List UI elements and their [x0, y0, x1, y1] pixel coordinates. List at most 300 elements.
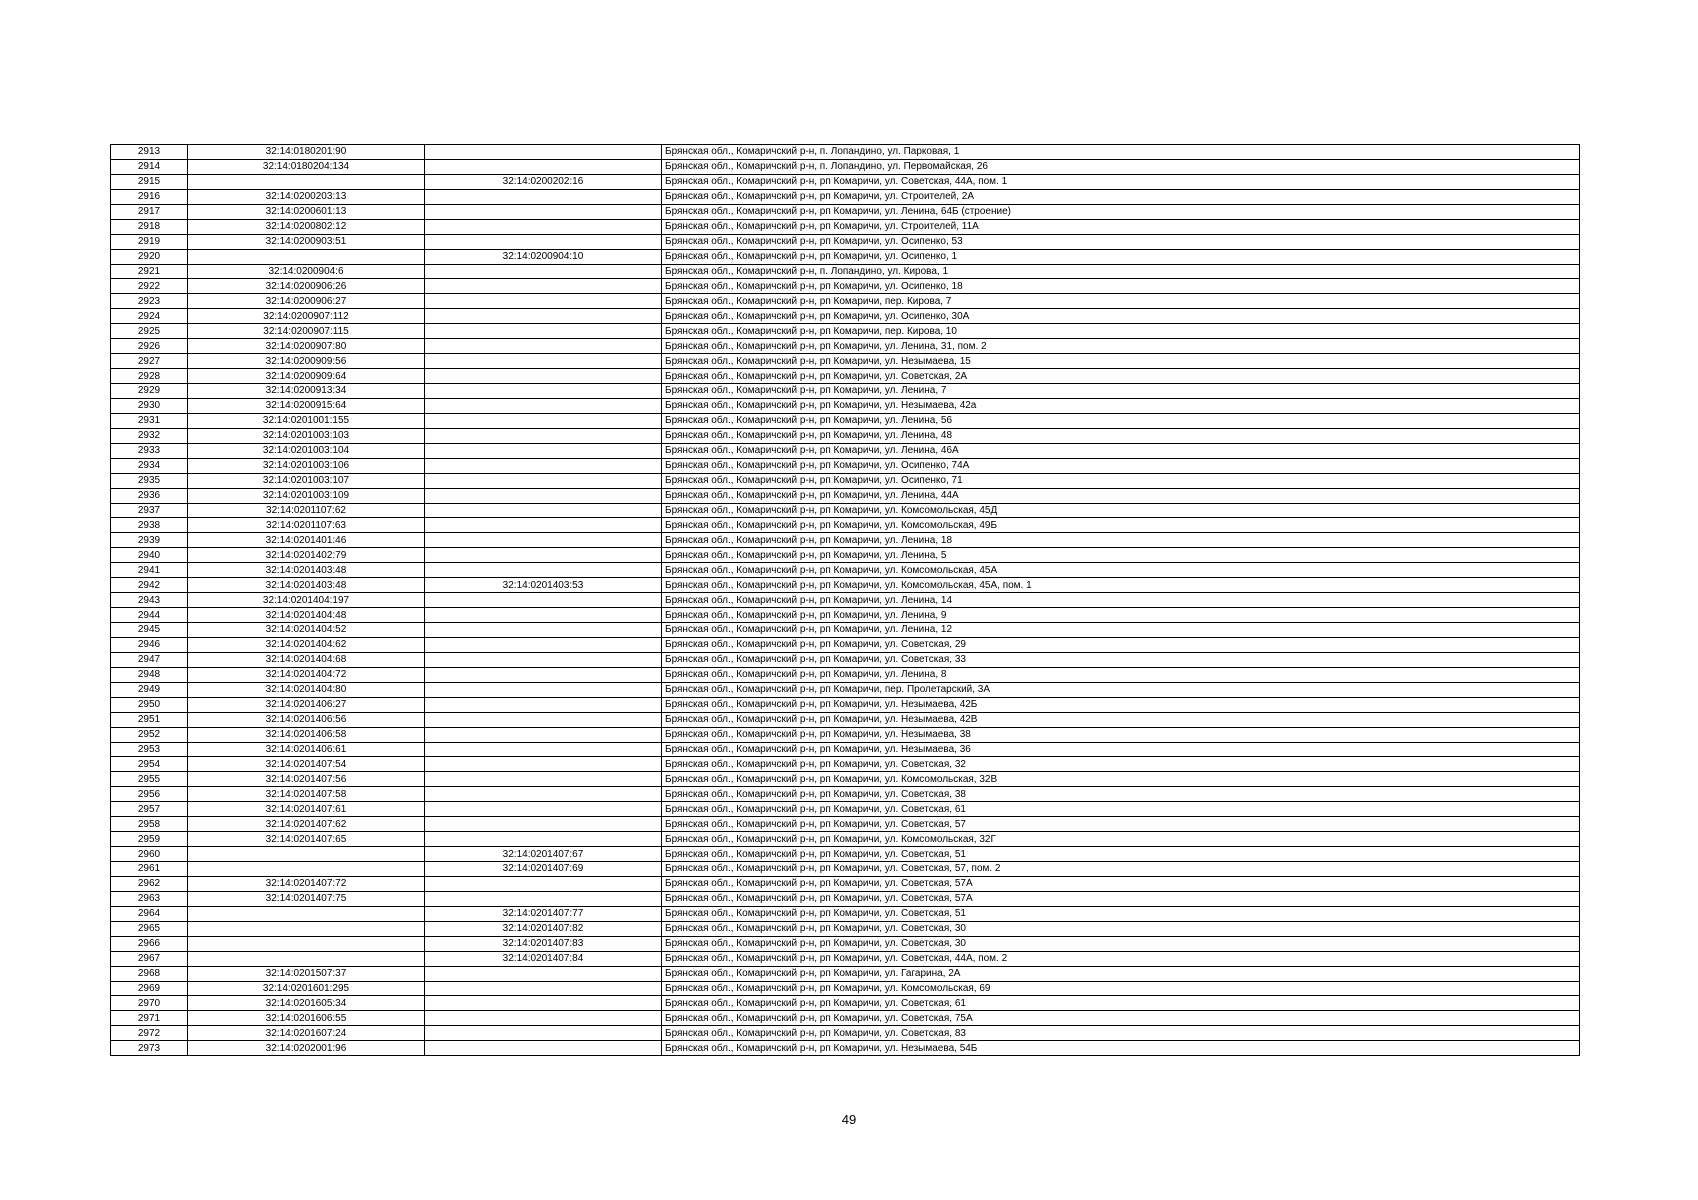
- address-cell: Брянская обл., Комаричский р-н, рп Комаричи, ул. Незымаева, 42Б: [662, 697, 1580, 712]
- row-number-cell: 2927: [111, 354, 188, 369]
- row-number-cell: 2970: [111, 996, 188, 1011]
- cadastral-number-cell: 32:14:0200913:34: [188, 384, 425, 399]
- cadastral-number-cell: 32:14:0201404:197: [188, 593, 425, 608]
- cadastral-number-cell: 32:14:0201406:56: [188, 712, 425, 727]
- address-cell: Брянская обл., Комаричский р-н, рп Комаричи, пер. Кирова, 7: [662, 294, 1580, 309]
- table-row: [111, 384, 1580, 399]
- row-number-cell: 2943: [111, 593, 188, 608]
- table-row: [111, 652, 1580, 667]
- table-row: [111, 1011, 1580, 1026]
- cadastral-number-cell: 32:14:0201107:63: [188, 518, 425, 533]
- table-row: [111, 697, 1580, 712]
- table-row: [111, 921, 1580, 936]
- row-number-cell: 2949: [111, 682, 188, 697]
- address-cell: Брянская обл., Комаричский р-н, рп Комаричи, ул. Осипенко, 71: [662, 473, 1580, 488]
- table-row: [111, 847, 1580, 862]
- premises-cadastral-number-cell: [425, 324, 662, 339]
- cadastral-number-cell: 32:14:0180201:90: [188, 145, 425, 160]
- premises-cadastral-number-cell: [425, 309, 662, 324]
- address-cell: Брянская обл., Комаричский р-н, рп Комаричи, ул. Ленина, 8: [662, 667, 1580, 682]
- row-number-cell: 2915: [111, 174, 188, 189]
- premises-cadastral-number-cell: [425, 413, 662, 428]
- row-number-cell: 2946: [111, 637, 188, 652]
- row-number-cell: 2940: [111, 548, 188, 563]
- row-number-cell: 2950: [111, 697, 188, 712]
- cadastral-number-cell: 32:14:0201404:80: [188, 682, 425, 697]
- cadastral-number-cell: 32:14:0201003:103: [188, 428, 425, 443]
- cadastral-number-cell: 32:14:0201404:52: [188, 623, 425, 638]
- address-cell: Брянская обл., Комаричский р-н, рп Комаричи, ул. Советская, 33: [662, 652, 1580, 667]
- cadastral-number-cell: 32:14:0201003:109: [188, 488, 425, 503]
- cadastral-number-cell: 32:14:0201407:72: [188, 876, 425, 891]
- row-number-cell: 2957: [111, 802, 188, 817]
- row-number-cell: 2924: [111, 309, 188, 324]
- row-number-cell: 2932: [111, 428, 188, 443]
- row-number-cell: 2925: [111, 324, 188, 339]
- row-number-cell: 2938: [111, 518, 188, 533]
- cadastral-number-cell: 32:14:0201107:62: [188, 503, 425, 518]
- premises-cadastral-number-cell: [425, 548, 662, 563]
- table-row: [111, 757, 1580, 772]
- premises-cadastral-number-cell: [425, 832, 662, 847]
- table-row: [111, 563, 1580, 578]
- row-number-cell: 2922: [111, 279, 188, 294]
- table-row: [111, 981, 1580, 996]
- row-number-cell: 2944: [111, 608, 188, 623]
- property-table-body: [111, 145, 1580, 1056]
- cadastral-number-cell: 32:14:0200915:64: [188, 398, 425, 413]
- table-row: [111, 548, 1580, 563]
- address-cell: Брянская обл., Комаричский р-н, рп Комаричи, ул. Незымаева, 15: [662, 354, 1580, 369]
- cadastral-number-cell: 32:14:0201606:55: [188, 1011, 425, 1026]
- table-row: [111, 339, 1580, 354]
- premises-cadastral-number-cell: [425, 294, 662, 309]
- table-row: [111, 712, 1580, 727]
- cadastral-number-cell: 32:14:0201407:61: [188, 802, 425, 817]
- row-number-cell: 2964: [111, 906, 188, 921]
- address-cell: Брянская обл., Комаричский р-н, п. Лопандино, ул. Первомайская, 26: [662, 159, 1580, 174]
- row-number-cell: 2923: [111, 294, 188, 309]
- table-row: [111, 279, 1580, 294]
- cadastral-number-cell: 32:14:0201407:56: [188, 772, 425, 787]
- table-row: [111, 234, 1580, 249]
- row-number-cell: 2945: [111, 623, 188, 638]
- row-number-cell: 2936: [111, 488, 188, 503]
- row-number-cell: 2942: [111, 578, 188, 593]
- premises-cadastral-number-cell: [425, 802, 662, 817]
- cadastral-number-cell: 32:14:0200906:26: [188, 279, 425, 294]
- table-row: [111, 533, 1580, 548]
- address-cell: Брянская обл., Комаричский р-н, рп Комаричи, ул. Ленина, 7: [662, 384, 1580, 399]
- address-cell: Брянская обл., Комаричский р-н, рп Комаричи, пер. Кирова, 10: [662, 324, 1580, 339]
- row-number-cell: 2929: [111, 384, 188, 399]
- cadastral-number-cell: 32:14:0201404:62: [188, 637, 425, 652]
- cadastral-number-cell: 32:14:0201001:155: [188, 413, 425, 428]
- cadastral-number-cell: 32:14:0201406:27: [188, 697, 425, 712]
- table-row: [111, 189, 1580, 204]
- row-number-cell: 2930: [111, 398, 188, 413]
- cadastral-number-cell: 32:14:0201407:75: [188, 891, 425, 906]
- table-row: [111, 219, 1580, 234]
- row-number-cell: 2916: [111, 189, 188, 204]
- premises-cadastral-number-cell: 32:14:0200202:16: [425, 174, 662, 189]
- table-row: [111, 354, 1580, 369]
- cadastral-number-cell: [188, 249, 425, 264]
- cadastral-number-cell: 32:14:0180204:134: [188, 159, 425, 174]
- premises-cadastral-number-cell: [425, 712, 662, 727]
- premises-cadastral-number-cell: [425, 264, 662, 279]
- cadastral-number-cell: 32:14:0200601:13: [188, 204, 425, 219]
- row-number-cell: 2961: [111, 862, 188, 877]
- premises-cadastral-number-cell: [425, 891, 662, 906]
- table-row: [111, 145, 1580, 160]
- premises-cadastral-number-cell: [425, 488, 662, 503]
- cadastral-number-cell: 32:14:0201406:58: [188, 727, 425, 742]
- premises-cadastral-number-cell: [425, 593, 662, 608]
- premises-cadastral-number-cell: [425, 682, 662, 697]
- cadastral-number-cell: 32:14:0201407:54: [188, 757, 425, 772]
- address-cell: Брянская обл., Комаричский р-н, рп Комаричи, пер. Пролетарский, 3А: [662, 682, 1580, 697]
- table-row: [111, 1041, 1580, 1056]
- cadastral-number-cell: 32:14:0201404:68: [188, 652, 425, 667]
- row-number-cell: 2967: [111, 951, 188, 966]
- row-number-cell: 2913: [111, 145, 188, 160]
- premises-cadastral-number-cell: [425, 757, 662, 772]
- cadastral-number-cell: 32:14:0201402:79: [188, 548, 425, 563]
- premises-cadastral-number-cell: [425, 966, 662, 981]
- address-cell: Брянская обл., Комаричский р-н, рп Комаричи, ул. Комсомольская, 32Г: [662, 832, 1580, 847]
- address-cell: Брянская обл., Комаричский р-н, рп Комаричи, ул. Ленина, 18: [662, 533, 1580, 548]
- cadastral-number-cell: 32:14:0201407:65: [188, 832, 425, 847]
- cadastral-number-cell: 32:14:0201406:61: [188, 742, 425, 757]
- table-row: [111, 309, 1580, 324]
- address-cell: Брянская обл., Комаричский р-н, рп Комаричи, ул. Осипенко, 18: [662, 279, 1580, 294]
- premises-cadastral-number-cell: [425, 981, 662, 996]
- cadastral-number-cell: 32:14:0201404:48: [188, 608, 425, 623]
- address-cell: Брянская обл., Комаричский р-н, рп Комаричи, ул. Осипенко, 53: [662, 234, 1580, 249]
- table-row: [111, 906, 1580, 921]
- address-cell: Брянская обл., Комаричский р-н, рп Комаричи, ул. Советская, 30: [662, 921, 1580, 936]
- cadastral-number-cell: 32:14:0200909:56: [188, 354, 425, 369]
- row-number-cell: 2965: [111, 921, 188, 936]
- cadastral-number-cell: 32:14:0201607:24: [188, 1026, 425, 1041]
- premises-cadastral-number-cell: [425, 518, 662, 533]
- row-number-cell: 2931: [111, 413, 188, 428]
- premises-cadastral-number-cell: 32:14:0201407:82: [425, 921, 662, 936]
- premises-cadastral-number-cell: [425, 219, 662, 234]
- row-number-cell: 2955: [111, 772, 188, 787]
- row-number-cell: 2966: [111, 936, 188, 951]
- premises-cadastral-number-cell: [425, 1041, 662, 1056]
- address-cell: Брянская обл., Комаричский р-н, п. Лопандино, ул. Кирова, 1: [662, 264, 1580, 279]
- address-cell: Брянская обл., Комаричский р-н, рп Комаричи, ул. Незымаева, 42а: [662, 398, 1580, 413]
- table-row: [111, 682, 1580, 697]
- row-number-cell: 2937: [111, 503, 188, 518]
- table-row: [111, 488, 1580, 503]
- address-cell: Брянская обл., Комаричский р-н, рп Комаричи, ул. Советская, 57А: [662, 891, 1580, 906]
- address-cell: Брянская обл., Комаричский р-н, рп Комаричи, ул. Комсомольская, 49Б: [662, 518, 1580, 533]
- table-row: [111, 742, 1580, 757]
- row-number-cell: 2953: [111, 742, 188, 757]
- premises-cadastral-number-cell: [425, 996, 662, 1011]
- premises-cadastral-number-cell: [425, 503, 662, 518]
- premises-cadastral-number-cell: 32:14:0201407:77: [425, 906, 662, 921]
- address-cell: Брянская обл., Комаричский р-н, рп Комаричи, ул. Комсомольская, 32В: [662, 772, 1580, 787]
- table-row: [111, 503, 1580, 518]
- premises-cadastral-number-cell: [425, 772, 662, 787]
- property-table-wrapper: [110, 144, 1580, 1056]
- address-cell: Брянская обл., Комаричский р-н, рп Комаричи, ул. Советская, 61: [662, 996, 1580, 1011]
- table-row: [111, 862, 1580, 877]
- row-number-cell: 2914: [111, 159, 188, 174]
- address-cell: Брянская обл., Комаричский р-н, рп Комаричи, ул. Советская, 61: [662, 802, 1580, 817]
- address-cell: Брянская обл., Комаричский р-н, рп Комаричи, ул. Советская, 75А: [662, 1011, 1580, 1026]
- table-row: [111, 623, 1580, 638]
- cadastral-number-cell: 32:14:0200909:64: [188, 369, 425, 384]
- row-number-cell: 2952: [111, 727, 188, 742]
- row-number-cell: 2969: [111, 981, 188, 996]
- premises-cadastral-number-cell: [425, 563, 662, 578]
- table-row: [111, 578, 1580, 593]
- premises-cadastral-number-cell: [425, 458, 662, 473]
- row-number-cell: 2933: [111, 443, 188, 458]
- premises-cadastral-number-cell: [425, 443, 662, 458]
- cadastral-number-cell: 32:14:0200906:27: [188, 294, 425, 309]
- premises-cadastral-number-cell: [425, 384, 662, 399]
- address-cell: Брянская обл., Комаричский р-н, рп Комаричи, ул. Советская, 57А: [662, 876, 1580, 891]
- page-number: 49: [841, 1112, 857, 1127]
- table-row: [111, 667, 1580, 682]
- cadastral-number-cell: 32:14:0201507:37: [188, 966, 425, 981]
- premises-cadastral-number-cell: [425, 204, 662, 219]
- cadastral-number-cell: 32:14:0201003:104: [188, 443, 425, 458]
- cadastral-number-cell: [188, 174, 425, 189]
- premises-cadastral-number-cell: 32:14:0201407:83: [425, 936, 662, 951]
- table-row: [111, 174, 1580, 189]
- table-row: [111, 249, 1580, 264]
- address-cell: Брянская обл., Комаричский р-н, рп Комаричи, ул. Ленина, 5: [662, 548, 1580, 563]
- address-cell: Брянская обл., Комаричский р-н, рп Комаричи, ул. Ленина, 14: [662, 593, 1580, 608]
- premises-cadastral-number-cell: 32:14:0200904:10: [425, 249, 662, 264]
- row-number-cell: 2958: [111, 817, 188, 832]
- row-number-cell: 2972: [111, 1026, 188, 1041]
- row-number-cell: 2960: [111, 847, 188, 862]
- address-cell: Брянская обл., Комаричский р-н, рп Комаричи, ул. Комсомольская, 69: [662, 981, 1580, 996]
- premises-cadastral-number-cell: [425, 623, 662, 638]
- address-cell: Брянская обл., Комаричский р-н, рп Комаричи, ул. Ленина, 46А: [662, 443, 1580, 458]
- table-row: [111, 802, 1580, 817]
- cadastral-number-cell: [188, 936, 425, 951]
- row-number-cell: 2948: [111, 667, 188, 682]
- table-row: [111, 593, 1580, 608]
- cadastral-number-cell: 32:14:0202001:96: [188, 1041, 425, 1056]
- premises-cadastral-number-cell: [425, 787, 662, 802]
- table-row: [111, 787, 1580, 802]
- premises-cadastral-number-cell: [425, 428, 662, 443]
- table-row: [111, 966, 1580, 981]
- row-number-cell: 2926: [111, 339, 188, 354]
- address-cell: Брянская обл., Комаричский р-н, рп Комаричи, ул. Комсомольская, 45Д: [662, 503, 1580, 518]
- address-cell: Брянская обл., Комаричский р-н, рп Комаричи, ул. Осипенко, 30А: [662, 309, 1580, 324]
- table-row: [111, 936, 1580, 951]
- table-row: [111, 518, 1580, 533]
- premises-cadastral-number-cell: [425, 145, 662, 160]
- address-cell: Брянская обл., Комаричский р-н, рп Комаричи, ул. Незымаева, 54Б: [662, 1041, 1580, 1056]
- cadastral-number-cell: 32:14:0201401:46: [188, 533, 425, 548]
- cadastral-number-cell: 32:14:0201003:106: [188, 458, 425, 473]
- row-number-cell: 2935: [111, 473, 188, 488]
- premises-cadastral-number-cell: [425, 876, 662, 891]
- cadastral-number-cell: 32:14:0200904:6: [188, 264, 425, 279]
- cadastral-number-cell: 32:14:0200802:12: [188, 219, 425, 234]
- row-number-cell: 2956: [111, 787, 188, 802]
- address-cell: Брянская обл., Комаричский р-н, рп Комаричи, ул. Ленина, 12: [662, 623, 1580, 638]
- row-number-cell: 2928: [111, 369, 188, 384]
- premises-cadastral-number-cell: [425, 354, 662, 369]
- row-number-cell: 2941: [111, 563, 188, 578]
- property-table: [110, 144, 1580, 1056]
- row-number-cell: 2963: [111, 891, 188, 906]
- premises-cadastral-number-cell: [425, 369, 662, 384]
- cadastral-number-cell: [188, 906, 425, 921]
- premises-cadastral-number-cell: [425, 1011, 662, 1026]
- row-number-cell: 2962: [111, 876, 188, 891]
- address-cell: Брянская обл., Комаричский р-н, рп Комаричи, ул. Незымаева, 36: [662, 742, 1580, 757]
- address-cell: Брянская обл., Комаричский р-н, рп Комаричи, ул. Советская, 30: [662, 936, 1580, 951]
- table-row: [111, 832, 1580, 847]
- row-number-cell: 2919: [111, 234, 188, 249]
- address-cell: Брянская обл., Комаричский р-н, рп Комаричи, ул. Советская, 2А: [662, 369, 1580, 384]
- address-cell: Брянская обл., Комаричский р-н, рп Комаричи, ул. Ленина, 48: [662, 428, 1580, 443]
- table-row: [111, 637, 1580, 652]
- cadastral-number-cell: 32:14:0201404:72: [188, 667, 425, 682]
- address-cell: Брянская обл., Комаричский р-н, рп Комаричи, ул. Советская, 44А, пом. 1: [662, 174, 1580, 189]
- premises-cadastral-number-cell: [425, 742, 662, 757]
- row-number-cell: 2954: [111, 757, 188, 772]
- address-cell: Брянская обл., Комаричский р-н, рп Комаричи, ул. Строителей, 2А: [662, 189, 1580, 204]
- premises-cadastral-number-cell: [425, 817, 662, 832]
- address-cell: Брянская обл., Комаричский р-н, рп Комаричи, ул. Советская, 38: [662, 787, 1580, 802]
- cadastral-number-cell: 32:14:0200203:13: [188, 189, 425, 204]
- address-cell: Брянская обл., Комаричский р-н, рп Комаричи, ул. Гагарина, 2А: [662, 966, 1580, 981]
- cadastral-number-cell: 32:14:0201407:62: [188, 817, 425, 832]
- cadastral-number-cell: [188, 921, 425, 936]
- row-number-cell: 2947: [111, 652, 188, 667]
- row-number-cell: 2921: [111, 264, 188, 279]
- table-row: [111, 876, 1580, 891]
- cadastral-number-cell: [188, 951, 425, 966]
- table-row: [111, 996, 1580, 1011]
- cadastral-number-cell: 32:14:0201605:34: [188, 996, 425, 1011]
- table-row: [111, 772, 1580, 787]
- premises-cadastral-number-cell: [425, 234, 662, 249]
- row-number-cell: 2939: [111, 533, 188, 548]
- premises-cadastral-number-cell: [425, 533, 662, 548]
- premises-cadastral-number-cell: [425, 652, 662, 667]
- premises-cadastral-number-cell: [425, 398, 662, 413]
- table-row: [111, 413, 1580, 428]
- address-cell: Брянская обл., Комаричский р-н, рп Комаричи, ул. Осипенко, 74А: [662, 458, 1580, 473]
- premises-cadastral-number-cell: [425, 697, 662, 712]
- row-number-cell: 2951: [111, 712, 188, 727]
- row-number-cell: 2959: [111, 832, 188, 847]
- row-number-cell: 2934: [111, 458, 188, 473]
- cadastral-number-cell: 32:14:0200903:51: [188, 234, 425, 249]
- row-number-cell: 2971: [111, 1011, 188, 1026]
- row-number-cell: 2917: [111, 204, 188, 219]
- address-cell: Брянская обл., Комаричский р-н, рп Комаричи, ул. Ленина, 44А: [662, 488, 1580, 503]
- table-row: [111, 891, 1580, 906]
- table-row: [111, 1026, 1580, 1041]
- table-row: [111, 473, 1580, 488]
- premises-cadastral-number-cell: [425, 727, 662, 742]
- cadastral-number-cell: 32:14:0201003:107: [188, 473, 425, 488]
- cadastral-number-cell: 32:14:0200907:80: [188, 339, 425, 354]
- premises-cadastral-number-cell: [425, 189, 662, 204]
- table-row: [111, 159, 1580, 174]
- premises-cadastral-number-cell: [425, 159, 662, 174]
- address-cell: Брянская обл., Комаричский р-н, рп Комаричи, ул. Советская, 44А, пом. 2: [662, 951, 1580, 966]
- premises-cadastral-number-cell: [425, 339, 662, 354]
- table-row: [111, 443, 1580, 458]
- row-number-cell: 2973: [111, 1041, 188, 1056]
- cadastral-number-cell: [188, 847, 425, 862]
- address-cell: Брянская обл., Комаричский р-н, рп Комаричи, ул. Советская, 57, пом. 2: [662, 862, 1580, 877]
- address-cell: Брянская обл., Комаричский р-н, п. Лопандино, ул. Парковая, 1: [662, 145, 1580, 160]
- address-cell: Брянская обл., Комаричский р-н, рп Комаричи, ул. Осипенко, 1: [662, 249, 1580, 264]
- address-cell: Брянская обл., Комаричский р-н, рп Комаричи, ул. Комсомольская, 45А: [662, 563, 1580, 578]
- cadastral-number-cell: 32:14:0200907:112: [188, 309, 425, 324]
- premises-cadastral-number-cell: 32:14:0201407:67: [425, 847, 662, 862]
- address-cell: Брянская обл., Комаричский р-н, рп Комаричи, ул. Незымаева, 42В: [662, 712, 1580, 727]
- premises-cadastral-number-cell: [425, 1026, 662, 1041]
- table-row: [111, 264, 1580, 279]
- row-number-cell: 2920: [111, 249, 188, 264]
- table-row: [111, 324, 1580, 339]
- premises-cadastral-number-cell: [425, 279, 662, 294]
- table-row: [111, 294, 1580, 309]
- cadastral-number-cell: 32:14:0200907:115: [188, 324, 425, 339]
- address-cell: Брянская обл., Комаричский р-н, рп Комаричи, ул. Комсомольская, 45А, пом. 1: [662, 578, 1580, 593]
- table-row: [111, 204, 1580, 219]
- table-row: [111, 817, 1580, 832]
- address-cell: Брянская обл., Комаричский р-н, рп Комаричи, ул. Ленина, 56: [662, 413, 1580, 428]
- address-cell: Брянская обл., Комаричский р-н, рп Комаричи, ул. Ленина, 64Б (строение): [662, 204, 1580, 219]
- address-cell: Брянская обл., Комаричский р-н, рп Комаричи, ул. Советская, 51: [662, 906, 1580, 921]
- table-row: [111, 458, 1580, 473]
- premises-cadastral-number-cell: 32:14:0201407:69: [425, 862, 662, 877]
- address-cell: Брянская обл., Комаричский р-н, рп Комаричи, ул. Советская, 32: [662, 757, 1580, 772]
- table-row: [111, 608, 1580, 623]
- premises-cadastral-number-cell: 32:14:0201407:84: [425, 951, 662, 966]
- premises-cadastral-number-cell: [425, 667, 662, 682]
- table-row: [111, 428, 1580, 443]
- address-cell: Брянская обл., Комаричский р-н, рп Комаричи, ул. Советская, 57: [662, 817, 1580, 832]
- premises-cadastral-number-cell: [425, 637, 662, 652]
- cadastral-number-cell: [188, 862, 425, 877]
- table-row: [111, 369, 1580, 384]
- cadastral-number-cell: 32:14:0201403:48: [188, 563, 425, 578]
- address-cell: Брянская обл., Комаричский р-н, рп Комаричи, ул. Советская, 83: [662, 1026, 1580, 1041]
- address-cell: Брянская обл., Комаричский р-н, рп Комаричи, ул. Советская, 29: [662, 637, 1580, 652]
- premises-cadastral-number-cell: [425, 608, 662, 623]
- cadastral-number-cell: 32:14:0201403:48: [188, 578, 425, 593]
- table-row: [111, 727, 1580, 742]
- row-number-cell: 2918: [111, 219, 188, 234]
- premises-cadastral-number-cell: [425, 473, 662, 488]
- address-cell: Брянская обл., Комаричский р-н, рп Комаричи, ул. Ленина, 31, пом. 2: [662, 339, 1580, 354]
- premises-cadastral-number-cell: 32:14:0201403:53: [425, 578, 662, 593]
